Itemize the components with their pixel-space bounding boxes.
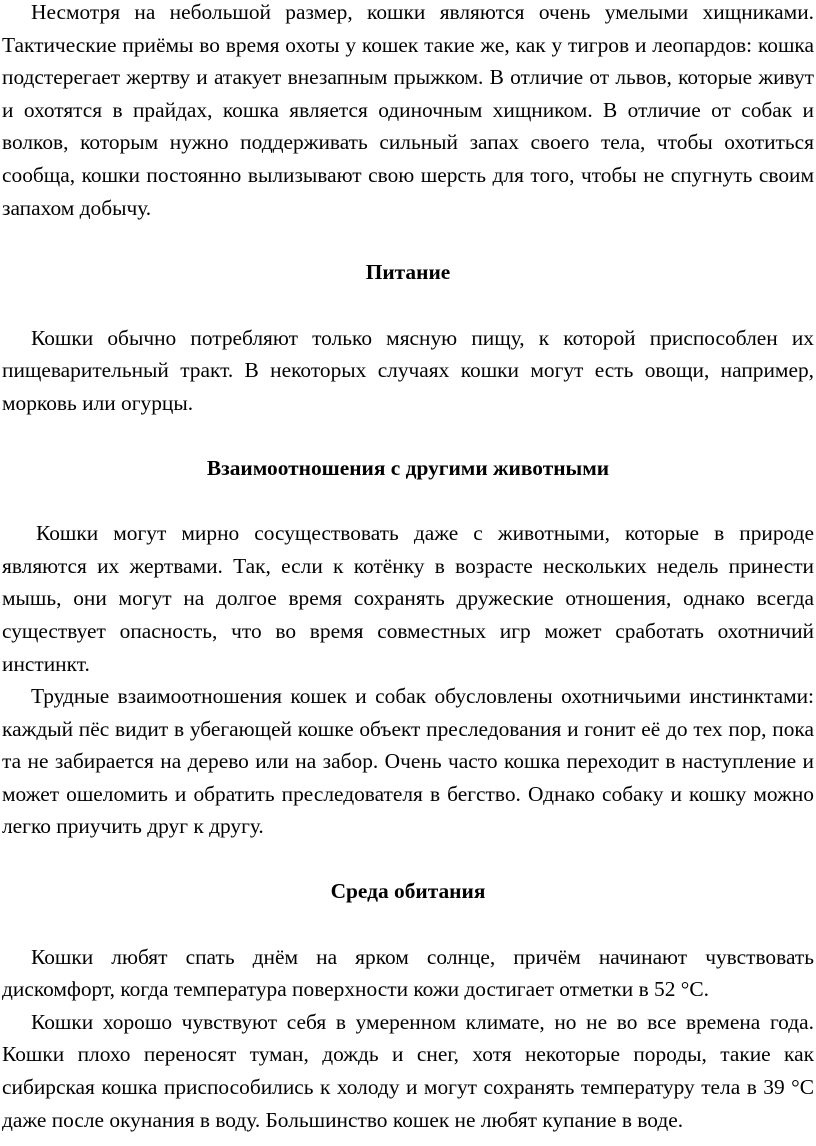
intro-paragraph: Несмотря на небольшой размер, кошки являются очень умелыми хищниками. Тактические приёмы во время охоты у кошек такие же, как у тигров и леопардов: кошка подстерегает жертву и атакует внезапным прыжком. В отличие от львов, которые живут и охотятся в прайдах, кошка является одиночным хищником. В отличие от собак и волков, которым нужно поддерживать сильный запах своего тела, чтобы охотиться сообща, кошки постоянно вылизывают свою шерсть для того, чтобы не спугнуть своим запахом добычу. — [2, 0, 814, 220]
spacer — [2, 843, 814, 875]
spacer — [2, 484, 814, 517]
section-heading-habitat: Среда обитания — [330, 879, 486, 904]
spacer — [2, 420, 814, 452]
nutrition-paragraph: Кошки обычно потребляют только мясную пищу, к которой приспособлен их пищеварительный тракт. В некоторых случаях кошки могут есть овощи, например, морковь или огурцы. — [2, 325, 814, 415]
spacer — [2, 289, 814, 322]
habitat-paragraph-1: Кошки любят спать днём на ярком солнце, причём начинают чувствовать дискомфорт, когда температура поверхности кожи достигает отметки в 52 °С. — [2, 944, 814, 1002]
habitat-paragraph-2: Кошки хорошо чувствуют себя в умеренном климате, но не во все времена года. Кошки плохо переносят туман, дождь и снег, хотя некоторые породы, такие как сибирская кошка приспособились к холоду и могут сохранять температуру тела в 39 °С даже после окунания в воду. Большинство кошек не любят купание в воде. — [2, 1009, 814, 1132]
spacer — [2, 908, 814, 941]
section-heading-nutrition: Питание — [365, 260, 451, 285]
relations-paragraph-2: Трудные взаимоотношения кошек и собак обусловлены охотничьими инстинктами: каждый пёс видит в убегающей кошке объект преследования и гонит её до тех пор, пока та не забирается на дерево или на забор. Очень часто кошка переходит в наступление и может ошеломить и обратить преследователя в бегство. Однако собаку и кошку можно легко приучить друг к другу. — [2, 684, 814, 839]
section-heading-relations: Взаимоотношения с другими животными — [206, 455, 610, 480]
relations-paragraph-1: Кошки могут мирно сосуществовать даже с животными, которые в природе являются их жертвами. Так, если к котёнку в возрасте нескольких недель принести мышь, они могут на долгое время сохранять дружеские отношения, однако всегда существует опасность, что во время совместных игр может сработать охотничий инстинкт. — [2, 521, 814, 676]
spacer — [2, 224, 814, 256]
